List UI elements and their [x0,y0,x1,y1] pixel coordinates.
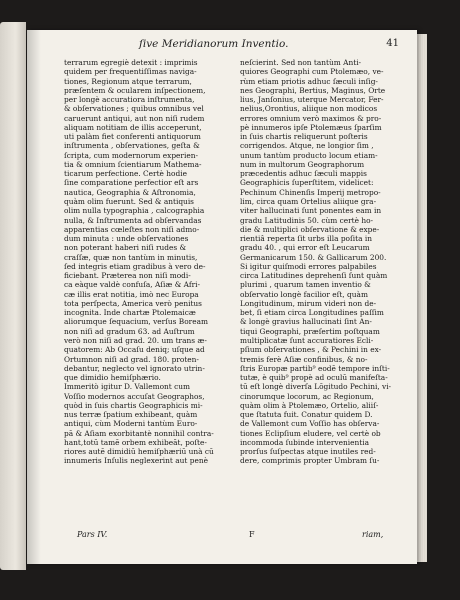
text-line: errores omnium verò maximos & pro- [240,113,382,123]
text-line: uti palàm fiet conferenti antiquorum [64,132,201,142]
catchword: riam, [362,530,384,539]
gutter-shadow [27,30,41,564]
text-line: nus terræ ſpatium exhibeant, quàm [64,410,198,420]
text-line: quàm olim à Ptolemæo, Ortelio, aliiſ- [240,400,379,410]
part-label: Pars IV. [77,530,108,539]
book-page [27,30,417,564]
text-line: Immeritò igitur D. Vallemont cum [64,382,191,392]
text-line: tutæ, è quib⁹ propè ad oculū manifeſta- [240,373,388,383]
text-line: pſium obſervationes , & Pechini in ex- [240,345,382,355]
text-line: Longitudinum, mirum videri non de- [240,298,377,308]
page-block-edges [417,34,427,562]
text-line: quidem per frequentiſſimas naviga- [64,67,197,77]
text-line: multiplicatæ ſunt accuratiores Ecli- [240,335,374,345]
text-line: quòd in ſuis chartis Geographicis mi- [64,400,203,410]
text-line: nulla, & Inſtrumenta ad obſervandas [64,215,202,225]
text-line: dum minuta : unde obſervationes [64,234,189,244]
text-line: tremis ferè Aſiæ confinibus, & no- [240,354,368,364]
text-line: Ortumnon niſi ad grad. 180. proten- [64,354,199,364]
text-line: per longè accuratiora inſtrumenta, [64,95,195,105]
text-line: tia & omnium ſcientiarum Mathema- [64,159,202,169]
text-line: unum tantùm producto locum etiam- [240,150,378,160]
text-line: tiones Eclipſium eludere, vel certè ob [240,428,381,438]
text-line: olim nulla typographia , calcographia [64,206,205,216]
text-line: apparentias cœleſtes non niſi admo- [64,224,200,234]
text-line: & obſervationes ; quibus omnibus vel [64,104,204,114]
page-footer [27,530,417,544]
text-line: lim, circa quam Ortelius aliique gra- [240,196,377,206]
text-line: debantur, neglecto vel ignorato utrin- [64,363,205,373]
text-line: incommoda ſubinde intervenientia [240,437,370,447]
text-line: antiqui, cùm Moderni tantùm Euro- [64,419,198,429]
text-line: non poterant haberi niſi rudes & [64,243,187,253]
page-number: 41 [386,38,399,49]
text-line: obſervatio longè facilior eſt, quàm [240,289,368,299]
text-line: ſine comparatione perfectior eſt ars [64,178,199,188]
running-header [27,38,417,54]
text-line: aliquam notitiam de illis acceperunt, [64,122,202,132]
left-text-column [64,58,220,466]
text-line: tū eſt longè diverſa Lōgitudo Pechini, vi- [240,382,392,392]
text-line: dere, comprimis propter Umbram ſu- [240,456,380,466]
text-line: viter hallucinati ſunt ponentes eam in [240,206,382,216]
text-line: num in multorum Geographorum [240,159,365,169]
text-line: Pechinum Chinenſis Imperij metropo- [240,187,381,197]
text-line: verò non niſi ad grad. 20. um trans æ- [64,335,207,345]
text-line: circa Latitudines deprehenſi ſunt quàm [240,271,388,281]
text-line: innumeris Inſulis neglexerint aut penè [64,456,208,466]
text-line: gradu Latitudinis 50. cùm certè ho- [240,215,374,225]
text-line: riores autē dimidiū hemiſphæriū unà cū [64,447,214,457]
text-line: Si igitur quiſmodi errores palpabiles [240,261,377,271]
text-line: cæ illis erat notitia, imò nec Europa [64,289,199,299]
text-line: ficiebant. Præterea non niſi modi- [64,271,191,281]
text-line: que dimidio hemiſphærio. [64,373,161,383]
text-line: gradu 40. , qui error eſt Leucarum [240,243,370,253]
text-line: ticarum perfectione. Certè hodie [64,169,187,179]
text-line: Germanicarum 150. & Gallicarum 200. [240,252,387,262]
text-line: ſed integris etiam gradibus à vero de- [64,261,206,271]
text-line: hant,totū tamē orbem exhibeāt, poſte- [64,437,207,447]
text-line: præſentem & ocularem inſpectionem, [64,85,206,95]
text-line: nelius,Orontius, aliique non modicos [240,104,378,114]
text-line: ſtris Europæ partib⁹ eodē tempore inſti- [240,363,390,373]
text-line: craſſæ, quæ non tantùm in minutis, [64,252,198,262]
text-line: quatorem: Ab Occaſu deniq; uſque ad [64,345,205,355]
text-line: pè innumeros ipſe Ptolemæus ſparſim [240,122,382,132]
text-line: plurimi , quarum tamen inventio & [240,280,371,290]
text-line: pā & Aſiam exorbitantè nonnihil contra- [64,428,214,438]
text-line: neſcierint. Sed non tantùm Anti- [240,58,362,67]
text-line: cinorumque locorum, ac Regionum, [240,391,374,401]
text-line: tota perſpecta, America verò penitus [64,298,202,308]
text-line: tiqui Geographi, præſertim poſtquam [240,326,380,336]
text-line: de Vallemont cum Voſſio has obſerva- [240,419,380,429]
text-line: bet, ſi etiam circa Longitudines paſſim [240,308,384,318]
text-line: in ſuis chartis reliquerunt poſteris [240,132,368,142]
text-line: quiores Geographi cum Ptolemæo, ve- [240,67,384,77]
running-title: ſive Meridianorum Inventio. [139,38,289,50]
text-line: corrigendos. Atque, ne longior ſim , [240,141,374,151]
text-line: incognita. Inde chartæ Ptolemaicæ [64,308,196,318]
text-line: Geographicis ſuperſtitem, videlicet: [240,178,374,188]
text-line: tiones, Regionum atque terrarum, [64,76,192,86]
right-text-column [240,58,396,466]
text-line: aliorumque ſequacium, verſus Boream [64,317,208,327]
text-line: ſcripta, cum modernorum experien- [64,150,198,160]
text-line: Voſſio modernos accuſat Geographos, [64,391,205,401]
text-line: quàm olim fuerunt. Sed & antiquis [64,196,194,206]
text-line: lius, Janſonius, uterque Mercator, Fer- [240,95,384,105]
facing-page-edge [0,22,26,570]
text-line: die & multiplici obſervatione & expe- [240,224,380,234]
text-line: caruerunt antiqui, aut non niſi rudem [64,113,205,123]
text-line: rùm etiam priotis adhuc ſæculi inſig- [240,76,378,86]
text-line: nautica, Geographia & Aſtronomia, [64,187,196,197]
text-line: nes Geographi, Bertius, Maginus, Orte [240,85,386,95]
text-line: prorſus ſuſpectas atque inutiles red- [240,447,376,457]
text-line: terrarum egregiè detexit : imprimis [64,58,198,67]
text-line: rientiâ reperta ſit urbs illa poſita in [240,234,372,244]
text-line: & longè gravius hallucinati ſint An- [240,317,372,327]
text-line: que ſtatuta fuit. Conatur quidem D. [240,410,373,420]
text-line: præcedentis adhuc ſæculi mappis [240,169,367,179]
text-line: ca eàque valdè confuſa, Aſiæ & Afri- [64,280,200,290]
signature-mark: F [249,530,255,539]
text-line: non niſi ad gradum 63. ad Auſtrum [64,326,195,336]
text-line: inſtrumenta , obſervationes, geſta & [64,141,200,151]
